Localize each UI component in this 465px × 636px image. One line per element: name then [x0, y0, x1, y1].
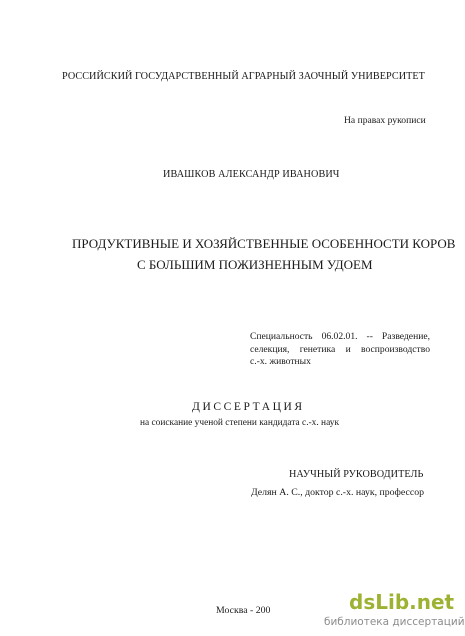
supervisor-label: НАУЧНЫЙ РУКОВОДИТЕЛЬ: [289, 469, 424, 480]
dslib-watermark: [324, 590, 465, 630]
specialty-line-1: Специальность 06.02.01. -- Разведение,: [250, 331, 430, 342]
watermark-logo: dsLib.net: [349, 590, 455, 614]
supervisor-name: Делян А. С., доктор с.-х. наук, профессор: [251, 487, 424, 498]
title-line-2: С БОЛЬШИМ ПОЖИЗНЕННЫМ УДОЕМ: [137, 257, 373, 272]
watermark-subtitle: библиотека диссертаций: [324, 616, 465, 628]
specialty-block: [250, 331, 430, 369]
city-year: Москва - 200: [216, 605, 271, 616]
document-purpose: на соискание ученой степени кандидата с.-х. наук: [140, 418, 339, 428]
university-name: РОССИЙСКИЙ ГОСУДАРСТВЕННЫЙ АГРАРНЫЙ ЗАОЧНЫЙ УНИВЕРСИТЕТ: [62, 71, 425, 82]
title-line-1: ПРОДУКТИВНЫЕ И ХОЗЯЙСТВЕННЫЕ ОСОБЕННОСТИ КОРОВ: [72, 236, 456, 251]
document-type: ДИССЕРТАЦИЯ: [192, 401, 305, 413]
rights-note: На правах рукописи: [344, 115, 426, 126]
specialty-line-2: селекция, генетика и воспроизводство: [250, 343, 430, 355]
author-name: ИВАШКОВ АЛЕКСАНДР ИВАНОВИЧ: [163, 169, 340, 180]
specialty-line-3: с.-х. животных: [250, 356, 311, 367]
